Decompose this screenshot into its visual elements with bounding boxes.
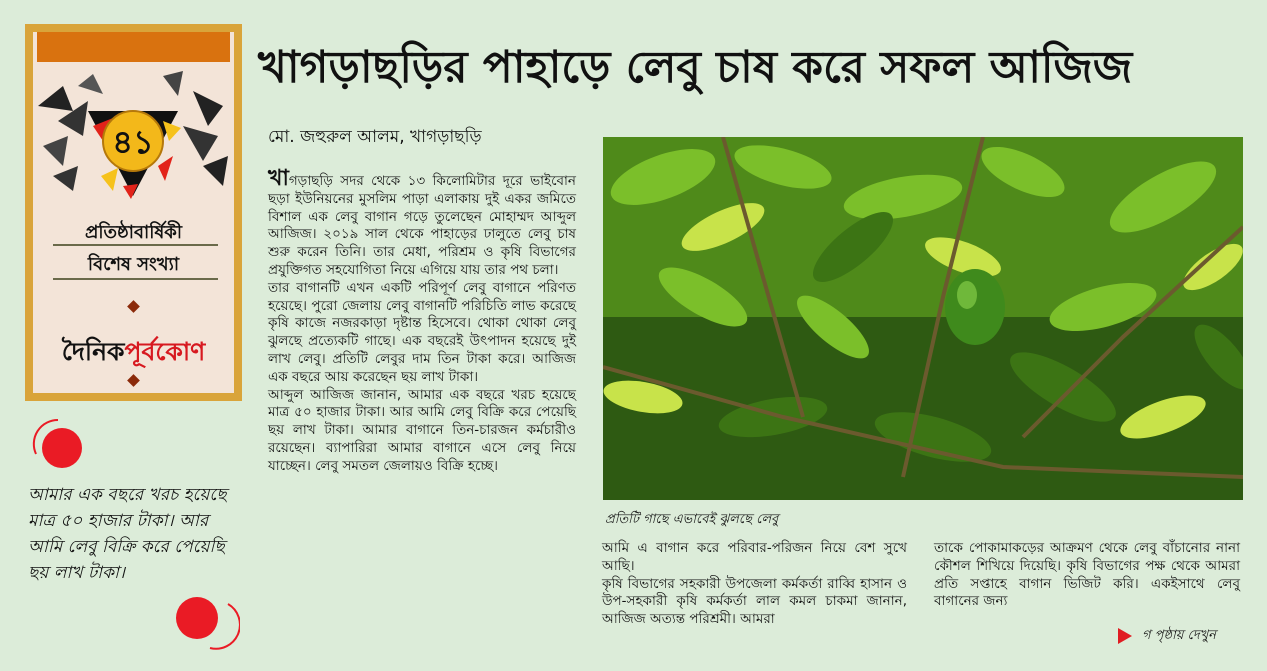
badge-divider: [53, 244, 218, 246]
pull-quote: আমার এক বছরে খরচ হয়েছে মাত্র ৫০ হাজার টাকা। আর আমি লেবু বিক্রি করে পেয়েছি ছয় লাখ টাকা।: [28, 485, 227, 583]
newspaper-name: [33, 332, 234, 375]
article-paragraph: আব্দুল আজিজ জানান, আমার এক বছরে খরচ হয়েছে মাত্র ৫০ হাজার টাকা। আর আমি লেবু বিক্রি করে পেয়েছি ছয় লাখ টাকা। আমার বাগানে তিন-চারজন কর্মচারীও রয়েছেন। ব্যাপারিরা আমার বাগানে এসে লেবু নিয়ে যাচ্ছেন। লেবু সমতল জেলায়ও বিক্রি হচ্ছে।: [268, 386, 576, 474]
badge-divider: [53, 278, 218, 280]
newspaper-name-prefix: দৈনিক: [61, 337, 125, 366]
article-paragraph: আমি এ বাগান করে পরিবার-পরিজন নিয়ে বেশ সুখে আছি।: [602, 540, 907, 574]
badge-top-bar: [37, 32, 230, 62]
article-column-1: [268, 166, 576, 476]
diamond-ornament: [127, 300, 140, 313]
arc-ornament: [28, 414, 88, 474]
newspaper-name-title: পূর্বকোণ: [124, 337, 206, 366]
article-paragraph: তার বাগানটি এখন একটি পরিপূর্ণ লেবু বাগানে পরিণত হয়েছে। পুরো জেলায় লেবু বাগানটি পরিচিতি লাভ করেছে কৃষি কাজে নজরকাড়া দৃষ্টান্ত হিসেবে। থোকা থোকা লেবু ঝুলছে প্রত্যেকটি গাছে। এক বছরেই উৎপাদন হয়েছে দুই লাখ লেবু। প্রতিটি লেবুর দাম তিন টাকা করে। আজিজ এক বছরে আয় করেছেন ছয় লাখ টাকা।: [268, 279, 576, 385]
headline: খাগড়াছড়ির পাহাড়ে লেবু চাষ করে সফল আজিজ: [258, 42, 1133, 93]
article-column-2: [602, 540, 907, 629]
article-paragraph: [268, 166, 576, 280]
badge-special-issue-label: বিশেষ সংখ্যা: [87, 254, 180, 275]
badge-anniversary-label: প্রতিষ্ঠাবার্ষিকী: [84, 222, 183, 243]
article-paragraph: কৃষি বিভাগের সহকারী উপজেলা কর্মকর্তা রাব্বি হাসান ও উপ-সহকারী কৃষি কর্মকর্তা লাল কমল চাকমা জানান, আজিজ অত্যন্ত পরিশ্রমী। আমরা: [602, 575, 907, 628]
lemon-tree-photo: [603, 137, 1243, 500]
diamond-ornament: [127, 374, 140, 387]
drop-cap: খা: [268, 166, 289, 191]
badge-panel: [33, 32, 234, 393]
photo-caption: প্রতিটি গাছে এভাবেই ঝুলছে লেবু: [605, 512, 779, 527]
article-column-3: [934, 540, 1240, 611]
anniversary-badge: [25, 24, 242, 401]
arc-ornament: [180, 592, 240, 652]
paragraph-text: গড়াছড়ি সদর থেকে ১৩ কিলোমিটার দূরে ভাইবোন ছড়া ইউনিয়নের মুসলিম পাড়া এলাকায় দুই একর জমিতে বিশাল এক লেবু বাগান গড়ে তুলেছেন মোহাম্মদ আব্দুল আজিজ। ২০১৯ সাল থেকে পাহাড়ের ঢালুতে লেবু চাষ শুরু করেন তিনি। তার মেধা, পরিশ্রম ও কৃষি বিভাগের প্রযুক্তিগত সহযোগিতা নিয়ে এগিয়ে যায় তার পথ চলা।: [268, 173, 576, 278]
continued-label: গ পৃষ্ঠায় দেখুন: [1142, 628, 1216, 643]
play-arrow-icon: [1118, 628, 1132, 644]
article-paragraph: তাকে পোকামাকড়ের আক্রমণ থেকে লেবু বাঁচানোর নানা কৌশল শিখিয়ে দিয়েছি। কৃষি বিভাগের পক্ষ থেকে আমরা প্রতি সপ্তাহে বাগান ভিজিট করি। একইসাথে লেবু বাগানের জন্য: [934, 540, 1240, 610]
continued-on-page[interactable]: [1118, 626, 1216, 647]
byline: মো. জহুরুল আলম, খাগড়াছড়ি: [268, 127, 482, 147]
shattered-triangle-graphic: [33, 66, 234, 206]
badge-number: ৪১: [112, 123, 154, 161]
